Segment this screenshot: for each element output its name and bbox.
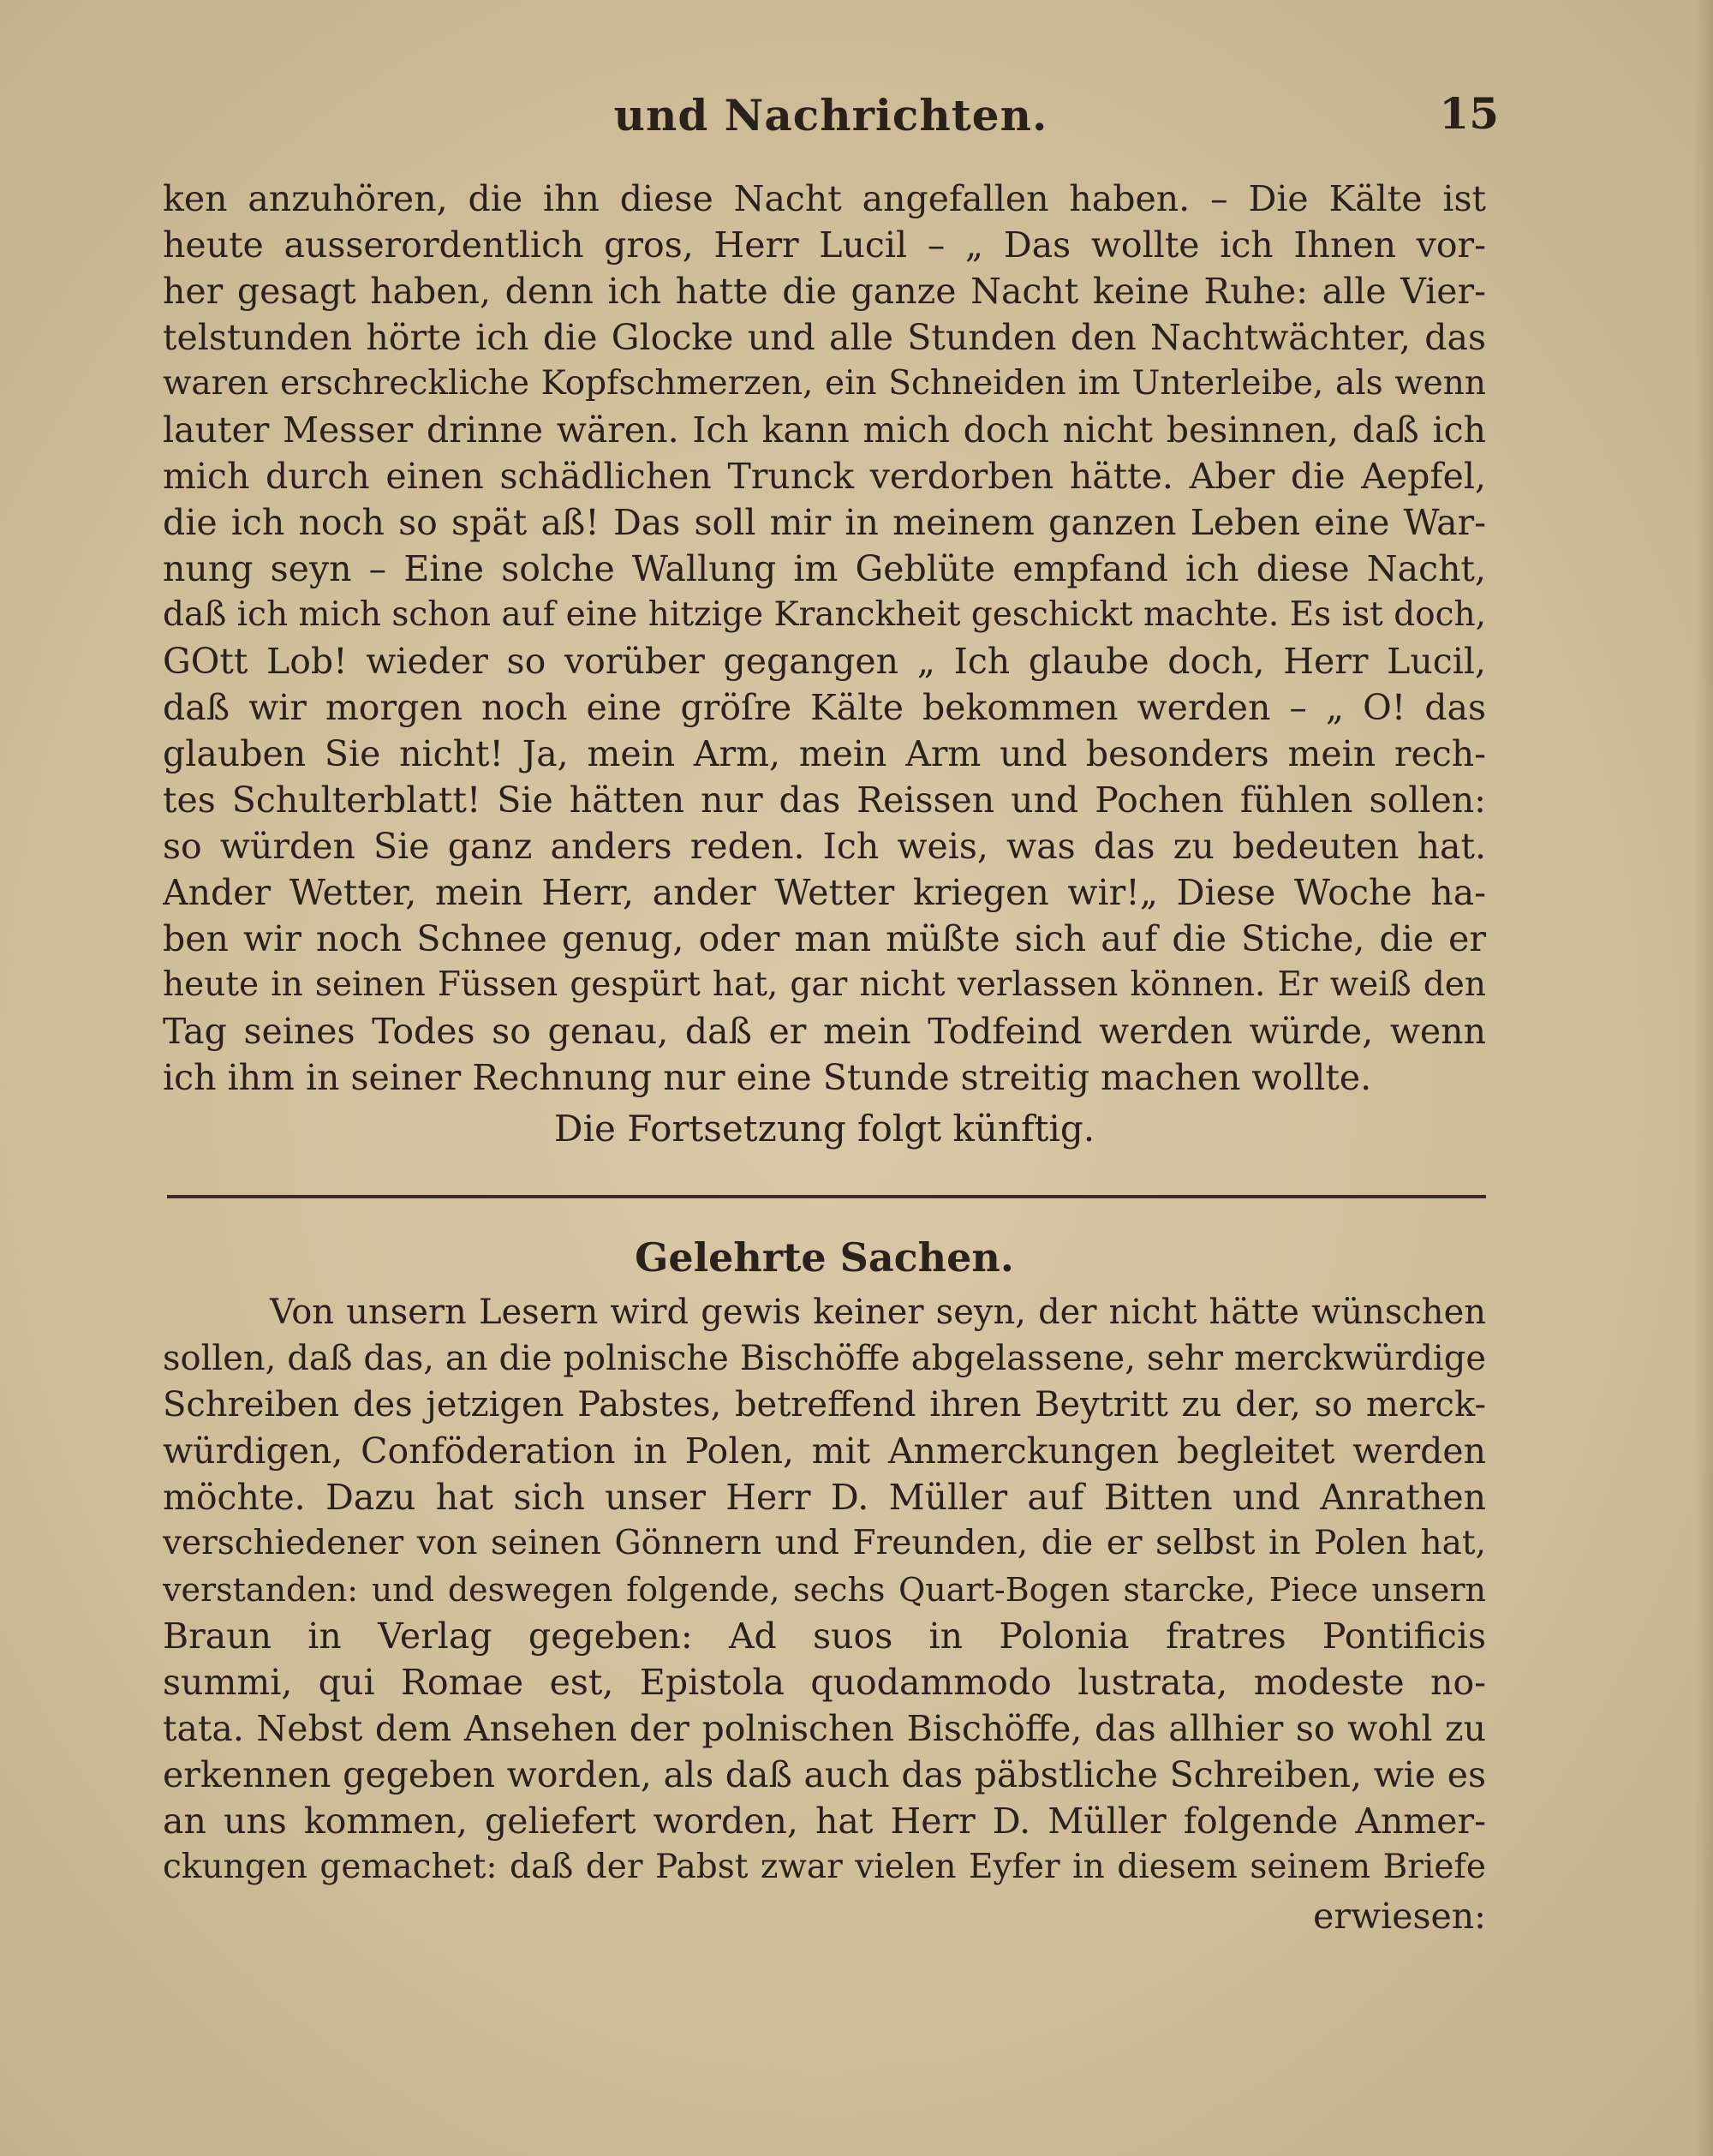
article-line: ich ihm in seiner Rechnung nur eine Stunde streitig machen wollte.	[163, 1057, 1372, 1098]
section-line: ckungen gemachet: daß der Pabst zwar vielen Eyfer in diesem seinem Briefe	[163, 1848, 1486, 1886]
article-line: her gesagt haben, denn ich hatte die ganze Nacht keine Ruhe: alle Vier-	[163, 271, 1486, 312]
section-line: Schreiben des jetzigen Pabstes, betreffend ihren Beytritt zu der, so merck-	[163, 1385, 1486, 1424]
section-line: sollen, daß das, an die polnische Bischöffe abgelassene, sehr merckwürdige	[163, 1339, 1486, 1378]
article-line: Tag seines Todes so genau, daß er mein Todfeind werden würde, wenn	[163, 1011, 1486, 1052]
article-line: daß wir morgen noch eine gröſre Kälte bekommen werden – „ O! das	[163, 687, 1486, 728]
article-line: ken anzuhören, die ihn diese Nacht angefallen haben. – Die Kälte ist	[163, 178, 1486, 219]
page-header	[163, 81, 1499, 141]
article-line: tes Schulterblatt! Sie hätten nur das Reissen und Pochen fühlen sollen:	[163, 779, 1486, 821]
section-line: würdigen, Conföderation in Polen, mit Anmerckungen begleitet werden	[163, 1430, 1486, 1472]
section-line: verschiedener von seinen Gönnern und Freunden, die er selbst in Polen hat,	[163, 1524, 1486, 1562]
continuation-note: Die Fortsetzung folgt künftig.	[553, 1108, 1095, 1150]
article-line: Ander Wetter, mein Herr, ander Wetter kriegen wir!„ Diese Woche ha-	[163, 872, 1486, 913]
article-line: ben wir noch Schnee genug, oder man müßte sich auf die Stiche, die er	[163, 918, 1486, 959]
section-line: Braun in Verlag gegeben: Ad suos in Polonia fratres Pontificis	[163, 1616, 1486, 1657]
article-line: so würden Sie ganz anders reden. Ich weis, was das zu bedeuten hat.	[163, 826, 1486, 867]
article-line: mich durch einen schädlichen Trunck verdorben hätte. Aber die Aepfel,	[163, 456, 1486, 497]
section-line: summi, qui Romae est, Epistola quodammodo lustrata, modeste no-	[163, 1662, 1486, 1703]
section-line: möchte. Dazu hat sich unser Herr D. Müller auf Bitten und Anrathen	[163, 1477, 1486, 1518]
page-edge-shadow	[1694, 0, 1713, 2156]
article-line: glauben Sie nicht! Ja, mein Arm, mein Arm und besonders mein rech-	[163, 733, 1486, 774]
section-line: Von unsern Lesern wird gewis keiner seyn, der nicht hätte wünschen	[270, 1293, 1486, 1332]
section-line: erkennen gegeben worden, als daß auch das päbstliche Schreiben, wie es	[163, 1754, 1486, 1795]
catchword: erwiesen:	[1313, 1896, 1486, 1937]
section-line: verstanden: und deswegen folgende, sechs Quart-Bogen starcke, Piece unsern	[163, 1571, 1486, 1609]
article-line: daß ich mich schon auf eine hitzige Kranckheit geschickt machte. Es ist doch,	[163, 595, 1486, 634]
article-line: nung seyn – Eine solche Wallung im Geblüte empfand ich diese Nacht,	[163, 548, 1486, 589]
section-line: an uns kommen, geliefert worden, hat Herr D. Müller folgende Anmer-	[163, 1801, 1486, 1842]
article-line: GOtt Lob! wieder so vorüber gegangen „ Ich glaube doch, Herr Lucil,	[163, 641, 1486, 682]
article-line: waren erschreckliche Kopfschmerzen, ein Schneiden im Unterleibe, als wenn	[163, 364, 1486, 403]
article-line: die ich noch so spät aß! Das soll mir in meinem ganzen Leben eine War-	[163, 502, 1486, 543]
article-line: heute ausserordentlich gros, Herr Lucil – „ Das wollte ich Ihnen vor-	[163, 224, 1486, 266]
page-number: 15	[1439, 88, 1499, 139]
running-title: und Nachrichten.	[613, 90, 1048, 140]
article-line: telstunden hörte ich die Glocke und alle Stunden den Nachtwächter, das	[163, 317, 1486, 358]
article-line: lauter Messer drinne wären. Ich kann mich doch nicht besinnen, daß ich	[163, 409, 1486, 451]
article-line: heute in seinen Füssen gespürt hat, gar nicht verlassen können. Er weiß den	[163, 965, 1486, 1004]
section-line: tata. Nebst dem Ansehen der polnischen Bischöffe, das allhier so wohl zu	[163, 1708, 1486, 1749]
section-heading: Gelehrte Sachen.	[635, 1234, 1014, 1281]
section-divider	[167, 1195, 1486, 1198]
